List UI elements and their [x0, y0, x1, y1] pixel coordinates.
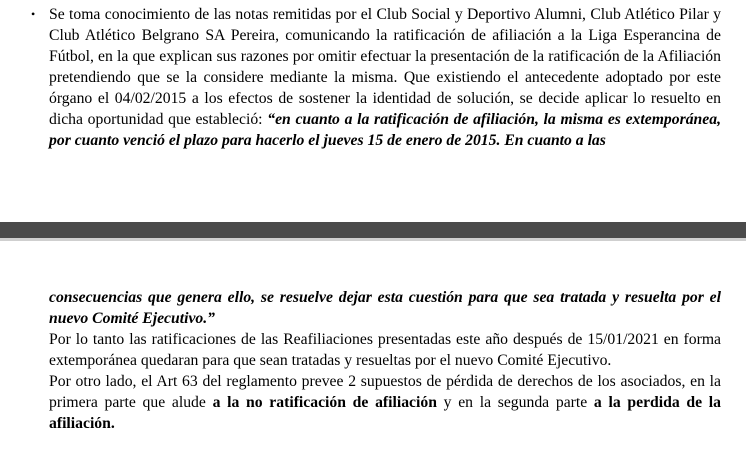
page-top-section — [0, 0, 746, 222]
page-break-shadow — [0, 238, 746, 241]
paragraph-resolution — [49, 4, 721, 151]
paragraph-art-63 — [49, 371, 721, 434]
art63-bold-no-ratificacion: a la no ratificación de afiliación — [212, 394, 437, 411]
art63-text-c: y en la segunda parte — [436, 394, 594, 411]
paragraph-normal-text: Se toma conocimiento de las notas remitidas por el Club Social y Deportivo Alumni, Club Atlético Pilar y Club Atlético Belgrano SA Pereira, comunicando la ratificación de afiliación a la Liga Esperancina de Fútbol, en la que explican sus razones por omitir efectuar la presentación de la ratificación de la Afiliación pretendiendo que se la considere mediante la misma. Que existiendo el antecedente adoptado por este órgano el 04/02/2015 a los efectos de sostener la identidad de solución, se decide aplicar lo resuelto en dicha oportunidad que estableció: — [49, 6, 721, 128]
art63-bold-perdida: a la perdida de la afiliación. — [49, 394, 721, 432]
page-bottom-section — [49, 287, 721, 434]
quote-continuation: consecuencias que genera ello, se resuelve dejar esta cuestión para que sea tratada y resuelta por el nuevo Comité Ejecutivo.” — [49, 289, 721, 327]
bullet-point: • — [31, 7, 36, 21]
page-break-divider — [0, 222, 746, 238]
art63-text-a: Por otro lado, el Art 63 del reglamento prevee 2 supuestos de pérdida de derechos de los asociados, en la primera parte que alude — [49, 373, 721, 411]
paragraph-reafiliaciones: Por lo tanto las ratificaciones de las Reafiliaciones presentadas este año después de 15/01/2021 en forma extemporánea quedaran para que sean tratadas y resueltas por el nuevo Comité Ejecutivo. — [49, 331, 721, 369]
quote-bold-italic: “en cuanto a la ratificación de afiliación, la misma es extemporánea, por cuanto venció el plazo para hacerlo el jueves 15 de enero de 2015. En cuanto a las — [49, 111, 721, 149]
